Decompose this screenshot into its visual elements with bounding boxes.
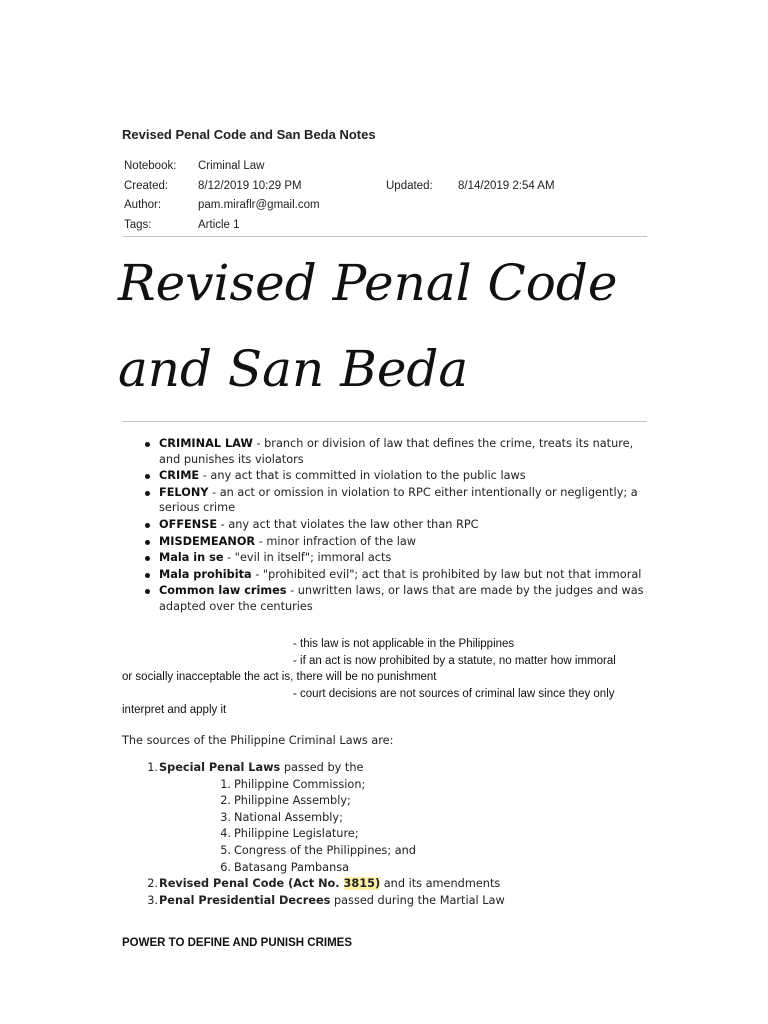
source-item <box>122 876 647 893</box>
list-number: 6. <box>220 860 231 874</box>
note-line: or socially inacceptable the act is, there will be no punishment <box>122 671 437 683</box>
sources-list <box>122 760 647 909</box>
definition-text: - branch or division of law that defines the crime, treats its nature, and punishes its violators <box>159 437 634 466</box>
notebook-value: Criminal Law <box>198 160 265 172</box>
bullet-icon <box>145 540 150 545</box>
definition-item <box>122 485 647 516</box>
definition-item <box>122 583 647 614</box>
heading-divider <box>122 421 647 422</box>
meta-row-notebook <box>122 158 647 178</box>
updated-label: Updated: <box>386 179 433 192</box>
bullet-icon <box>145 474 150 479</box>
definition-text: - unwritten laws, or laws that are made by the judges and was adapted over the centuries <box>159 584 644 613</box>
note-line: - court decisions are not sources of criminal law since they only <box>293 687 615 700</box>
list-number: 3. <box>220 810 231 824</box>
bullet-icon <box>145 589 150 594</box>
source-term: Revised Penal Code (Act No. <box>159 877 344 891</box>
source-term: Penal Presidential Decrees <box>159 893 331 907</box>
definition-item <box>122 517 647 533</box>
sub-list-item <box>159 810 647 827</box>
list-number: 4. <box>220 827 231 841</box>
source-term: Special Penal Laws <box>159 761 281 774</box>
author-label: Author: <box>124 199 162 211</box>
sub-list-item <box>159 826 647 843</box>
definition-text: - an act or omission in violation to RPC either intentionally or negligently; a serious crime <box>159 485 638 515</box>
sub-item-text: Philippine Assembly; <box>234 794 351 808</box>
definition-term: CRIME <box>159 469 200 483</box>
list-number: 2. <box>147 877 158 891</box>
script-heading-line-1: Revised Penal Code <box>118 254 618 312</box>
definition-text: - any act that violates the law other than RPC <box>217 517 479 531</box>
sources-intro: The sources of the Philippine Criminal Laws are: <box>122 734 394 747</box>
list-number: 1. <box>220 777 231 791</box>
common-law-notes <box>122 636 647 719</box>
list-number: 3. <box>147 893 158 907</box>
sub-list-item <box>159 843 647 860</box>
source-text: and its amendments <box>380 877 501 891</box>
tag-value: Article 1 <box>198 218 240 231</box>
script-heading <box>118 240 658 412</box>
definition-text: - "evil in itself"; immoral acts <box>223 551 392 565</box>
sub-item-text: Batasang Pambansa <box>234 860 350 874</box>
bullet-icon <box>145 442 150 447</box>
definition-item <box>122 550 647 566</box>
note-title: Revised Penal Code and San Beda Notes <box>122 127 376 142</box>
section-heading: POWER TO DEFINE AND PUNISH CRIMES <box>122 937 353 949</box>
definition-term: FELONY <box>159 485 209 499</box>
list-number: 1. <box>147 761 158 774</box>
notebook-label: Notebook: <box>124 160 177 172</box>
sub-item-text: Philippine Legislature; <box>234 827 359 841</box>
definition-term: CRIMINAL LAW <box>159 437 253 450</box>
definition-term: MISDEMEANOR <box>159 534 256 548</box>
definition-term: Mala in se <box>159 551 224 565</box>
highlighted-act-number: 3815) <box>343 877 381 891</box>
sub-item-text: Congress of the Philippines; and <box>234 843 416 857</box>
bullet-icon <box>145 573 150 578</box>
sub-item-text: National Assembly; <box>234 810 343 824</box>
updated-value: 8/14/2019 2:54 AM <box>458 179 555 192</box>
note-line: - if an act is now prohibited by a statute, no matter how immoral <box>293 654 616 667</box>
list-number: 5. <box>220 843 231 857</box>
sub-list-item <box>159 777 647 794</box>
script-heading-line-2: and San Beda <box>118 340 469 398</box>
source-text: passed during the Martial Law <box>330 893 505 907</box>
definition-item <box>122 436 647 467</box>
source-item <box>122 760 647 876</box>
sub-list-item <box>159 860 647 877</box>
definition-term: Mala prohibita <box>159 567 252 581</box>
definition-term: OFFENSE <box>159 517 218 531</box>
definition-item <box>122 468 647 484</box>
bullet-icon <box>145 556 150 561</box>
created-value: 8/12/2019 10:29 PM <box>198 179 302 192</box>
sub-item-text: Philippine Commission; <box>234 777 366 791</box>
definition-text: - minor infraction of the law <box>255 534 417 548</box>
author-value: pam.miraflr@gmail.com <box>198 199 320 211</box>
note-line: - this law is not applicable in the Philippines <box>293 638 515 650</box>
note-line: interpret and apply it <box>122 704 227 716</box>
source-text: passed by the <box>280 761 364 774</box>
bullet-icon <box>145 523 150 528</box>
definition-text: - "prohibited evil"; act that is prohibited by law but not that immoral <box>251 567 642 581</box>
definition-item <box>122 567 647 583</box>
source-item <box>122 893 647 910</box>
definition-text: - any act that is committed in violation to the public laws <box>199 469 526 483</box>
definition-term: Common law crimes <box>159 584 287 598</box>
lawmaking-bodies-list <box>159 777 647 877</box>
list-number: 2. <box>220 794 231 808</box>
bullet-icon <box>145 491 150 496</box>
definitions-list <box>122 436 647 616</box>
definition-item <box>122 534 647 550</box>
note-metadata <box>122 158 647 236</box>
meta-row-created <box>122 178 647 198</box>
created-label: Created: <box>124 179 169 192</box>
meta-row-tags <box>122 217 647 237</box>
meta-row-author <box>122 197 647 217</box>
tags-label: Tags: <box>124 218 152 231</box>
metadata-divider <box>122 236 647 237</box>
sub-list-item <box>159 793 647 810</box>
